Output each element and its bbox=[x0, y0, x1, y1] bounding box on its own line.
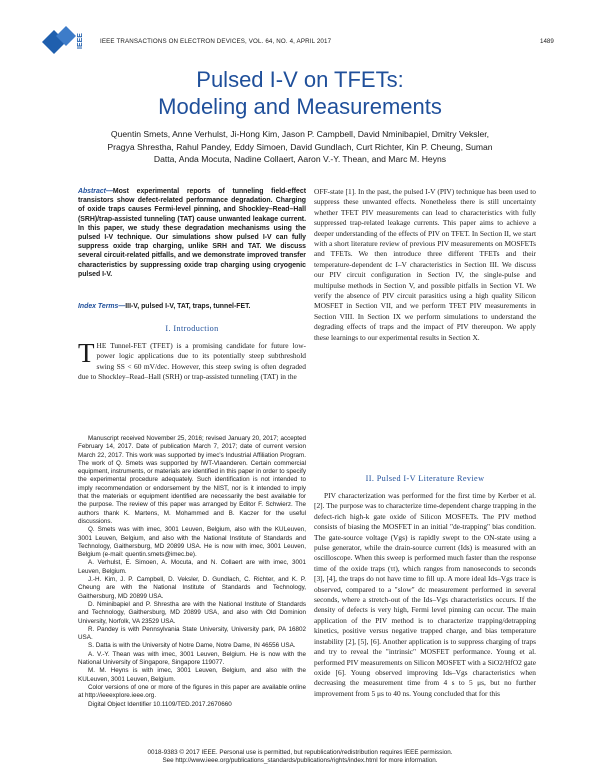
intro-text: HE Tunnel-FET (TFET) is a promising candidate for future low-power logic applications due to its potentially steep subthreshold swing SS < 60 mV/dec. However, this steep swing is often degraded due to Shockley–Read–Hall (SRH) or trap-assisted tunneling (TAT) in the bbox=[78, 341, 306, 382]
abstract-text: Most experimental reports of tunneling field-effect transistors show defect-related performance degradation. Charging of oxide traps causes Fermi-level pinning, and Shockley–Read–Hall (SRH)/trap-assisted tunneling (TAT) cause unwanted leakage current. In this paper, we study these degradation mechanisms using the pulsed I-V technique. Our simulations show pulsed I-V can fully suppress oxide trap charging, unlike SRH and TAT. We discuss several circuit-related pitfalls, and we demonstrate improved transfer characteristics by suppressing oxide trap charging using cryogenic pulsed I-V. bbox=[78, 188, 306, 278]
footnote-item: J.-H. Kim, J. P. Campbell, D. Veksler, D. Gundlach, C. Richter, and K. P. Cheung are with the National Institute of Standards and Technology, Gaithersburg, MD 20899 USA. bbox=[78, 576, 306, 600]
ieee-logo-graphic bbox=[40, 22, 88, 58]
copyright-line: 0018-9383 © 2017 IEEE. Personal use is permitted, but republication/redistribution requires IEEE permission. bbox=[147, 749, 453, 756]
paper-title-line2: Modeling and Measurements bbox=[158, 94, 442, 119]
index-terms-label: Index Terms bbox=[78, 303, 119, 310]
copyright-footer bbox=[60, 749, 540, 766]
abstract-label: Abstract bbox=[78, 188, 106, 195]
intro-continuation-text: OFF-state [1]. In the past, the pulsed I-V (PIV) technique has been used to suppress these unwanted effects. Nonetheless there is still uncertainty whether TFET PIV measurements can lead to characteristics with fully suppressed trap-related leakage currents. This paper aims to achieve a deeper understanding of the effects of PIV on TFET. In Section II, we start with a short literature review of previous PIV measurements on MOSFETs and TFETs. We then introduce three different TFETs and their temperature-dependent dc I–V characteristics in Section III. We discuss our PIV circuit configuration in Section IV, the single-pulse and multipulse methods in Section V, and possible pitfalls in Section VI. We verify the absence of PIV circuit parasitics using a high quality Silicon MOSFET in Section VII, and we perform TFET PIV measurements in Section VIII. In Section IX we perform simulations to understand the degrading effects of traps and the impact of PIV thereupon. We apply these learnings to our experimental results in Section X. bbox=[314, 187, 536, 342]
footnote-item: M. M. Heyns is with imec, 3001 Leuven, Belgium, and also with the KULeuven, 3001 Leuven, Belgium. bbox=[78, 667, 306, 683]
footnote-item: D. Nminibapiel and P. Shrestha are with the National Institute of Standards and Technology, Gaithersburg, MD 20899 USA, and also with Old Dominion University, Norfolk, VA 23529 USA. bbox=[78, 600, 306, 625]
intro-paragraph bbox=[78, 338, 306, 383]
author-list: Quentin Smets, Anne Verhulst, Ji-Hong Kim, Jason P. Campbell, David Nminibapiel, Dmitry Veksler, Pragya Shrestha, Rahul Pandey, Eddy Simoen, David Gundlach, Curt Richter, Kin P. Cheung, Suman Datta, Anda Mocuta, Nadine Collaert, Aaron V.-Y. Thean, and Marc M. Heyns bbox=[107, 129, 493, 165]
footnote-item: Color versions of one or more of the figures in this paper are available online at http://ieeexplore.ieee.org. bbox=[78, 683, 306, 700]
permissions-link[interactable]: See http://www.ieee.org/publications_standards/publications/rights/index.html for more information. bbox=[162, 757, 438, 765]
footnote-item: A. Verhulst, E. Simoen, A. Mocuta, and N. Collaert are with imec, 3001 Leuven, Belgium. bbox=[78, 559, 306, 575]
footnote-item: A. V.-Y. Thean was with imec, 3001 Leuven, Belgium. He is now with the National University of Singapore, Singapore 119077. bbox=[78, 650, 306, 667]
index-terms-text: III-V, pulsed I-V, TAT, traps, tunnel-FET. bbox=[125, 303, 251, 310]
intro-continuation bbox=[314, 187, 536, 343]
journal-header: IEEE TRANSACTIONS ON ELECTRON DEVICES, VOL. 64, NO. 4, APRIL 2017 bbox=[100, 38, 332, 45]
ieee-logo bbox=[40, 22, 88, 58]
footnote-item: S. Datta is with the University of Notre Dame, Notre Dame, IN 46556 USA. bbox=[88, 642, 296, 650]
paper-title-line1: Pulsed I-V on TFETs: bbox=[196, 67, 404, 92]
review-heading: II. Pulsed I-V Literature Review bbox=[365, 474, 485, 483]
abstract: Abstract—Most experimental reports of tunneling field-effect transistors show defect-related performance degradation. Charging of oxide traps causes Fermi-level pinning, and Shockley–Read–Hall (SRH)/trap-assisted tunneling (TAT) cause unwanted leakage current. In this paper, we study these degradation mechanisms using the pulsed I-V technique. Our simulations show pulsed I-V can fully suppress oxide trap charging, unlike SRH and TAT. We discuss several circuit-related pitfalls, and we demonstrate improved transfer characteristics by suppressing oxide trap charging using cryogenic pulsed I-V. bbox=[78, 188, 306, 278]
footnote-item: R. Pandey is with Pennsylvania State University, University park, PA 16802 USA. bbox=[78, 625, 306, 642]
index-terms: Index Terms—III-V, pulsed I-V, TAT, traps, tunnel-FET. bbox=[78, 303, 251, 310]
footnote-item: Digital Object Identifier 10.1109/TED.2017.2670660 bbox=[88, 700, 232, 708]
intro-dropcap: T bbox=[78, 338, 95, 368]
footnotes bbox=[78, 435, 306, 709]
review-paragraph bbox=[314, 491, 536, 699]
intro-heading: I. Introduction bbox=[165, 324, 219, 333]
svg-text:IEEE: IEEE bbox=[77, 33, 84, 49]
footnote-item: Manuscript received November 25, 2016; revised January 20, 2017; accepted February 14, 2017. Date of publication March 7, 2017; date of current version March 22, 2017. This work was supported by imec's Industrial Affiliation Program. The work of Q. Smets was supported by IWT-Vlaanderen. Certain commercial equipment, instruments, or materials are identified in this paper in order to specify the experimental procedure adequately. Such identification is not intended to imply recommendation or endorsement by the NIST, nor is it intended to imply that the materials or equipment identified are necessarily the best available for the purpose. The review of this paper was arranged by Editor F. Schwierz. The authors thank K. Martens, M. Mohammed and B. Kaczer for the useful discussions. bbox=[78, 435, 306, 525]
review-text: PIV characterization was performed for the first time by Kerber et al. [2]. The purpose was to characterize time-dependent charge trapping in the defect-rich high-k gate oxide of Silicon MOSFETs. The PIV method consists of biasing the MOSFET in an initial "de-trapping" bias condition. The gate-source voltage (Vgs) is rapidly swept to the ON-state using a pulse generator, while the drain-source current (Ids) is measured with an oscilloscope. When this sweep is performed much faster than the response time of the oxide traps (τt), which ranges from nanoseconds to seconds [3], [4], the traps do not have time to fill up. A more ideal Ids–Vgs trace is observed, compared to a "slow" dc measurement performed in several seconds, where a stretch-out of the Ids–Vgs characteristics occurs. If the density of defects is very high, Fermi level pinning can occur. The main application of the PIV method is to characterize trapping/detrapping kinetics, positive versus negative trapped charge, and bias temperature instability [2], [5], [6]. Another application is to suppress charging of traps and try to reveal the "intrinsic" MOSFET performance. Young et al. performed PIV measurements on Silicon MOSFET with a SiO2/HfO2 gate oxide [6]. Young observed improving Ids–Vgs characteristics when decreasing the measurement time from 4 s to 5 μs, but no further improvement from 5 μs to 40 ns. Young concluded that for this bbox=[314, 491, 536, 698]
page-number: 1489 bbox=[540, 38, 554, 45]
footnote-item: Q. Smets was with imec, 3001 Leuven, Belgium, also with the KULeuven, 3001 Leuven, Belgium, and also with the National Institute of Standards and Technology, Gaithersburg, MD 20899 USA. He is now with imec, 3001 Leuven, Belgium (e-mail: quentin.smets@imec.be). bbox=[78, 526, 306, 559]
